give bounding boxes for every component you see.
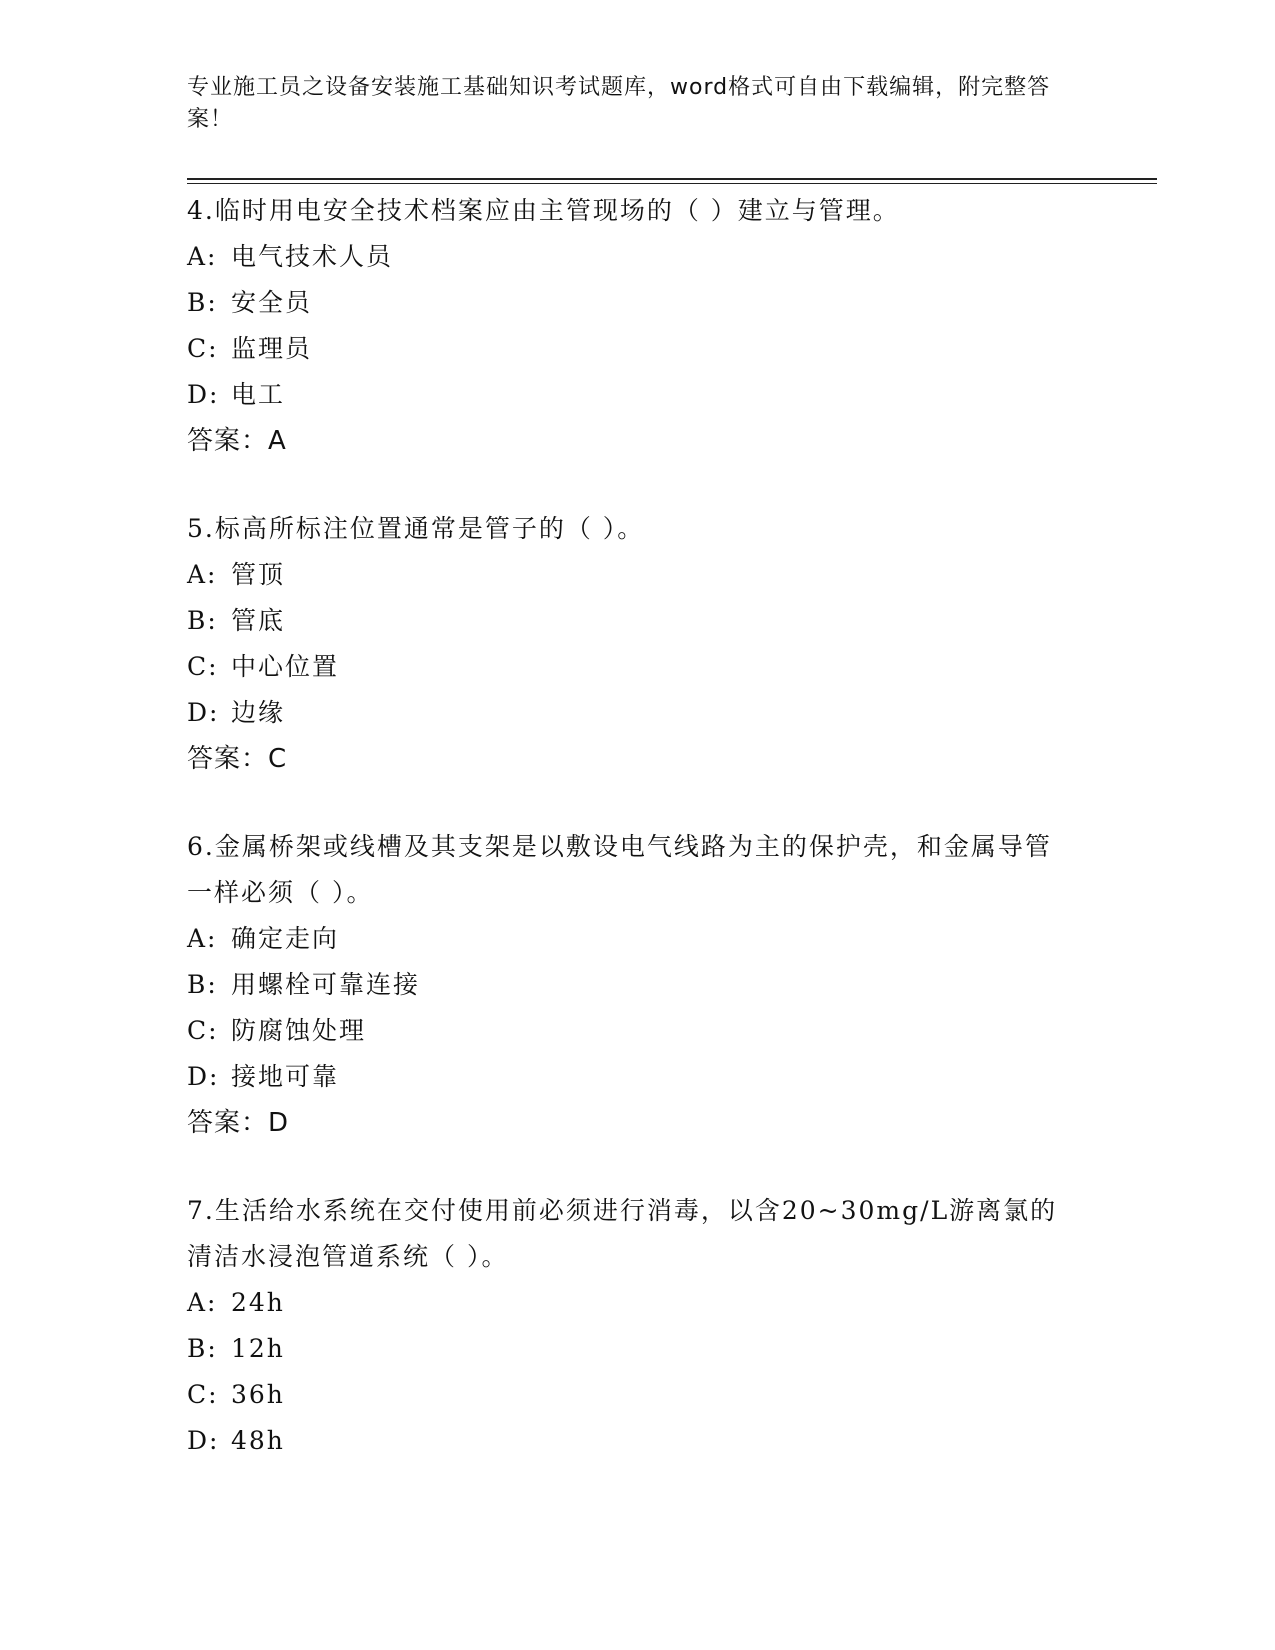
answer-line: 答案：C bbox=[187, 744, 288, 774]
option-letter: A: bbox=[187, 242, 218, 271]
option-text: 24h bbox=[231, 1288, 285, 1317]
question-text bbox=[187, 188, 1067, 234]
question-stem: 标高所标注位置通常是管子的（ ）。 bbox=[214, 514, 645, 543]
option-letter: B: bbox=[187, 288, 218, 317]
option-text: 电工 bbox=[231, 380, 286, 409]
option-text: 用螺栓可靠连接 bbox=[231, 970, 421, 999]
option-letter: B: bbox=[187, 970, 218, 999]
option-text: 36h bbox=[231, 1380, 285, 1409]
question-list bbox=[187, 188, 1157, 1506]
option-text: 48h bbox=[231, 1426, 285, 1455]
option-text: 12h bbox=[231, 1334, 285, 1363]
option-c bbox=[187, 326, 1157, 372]
option-letter: A: bbox=[187, 1288, 218, 1317]
option-text: 接地可靠 bbox=[231, 1062, 340, 1091]
option-text: 防腐蚀处理 bbox=[231, 1016, 367, 1045]
option-letter: A: bbox=[187, 560, 218, 589]
question-text bbox=[187, 1188, 1067, 1280]
answer-line: 答案：A bbox=[187, 426, 287, 456]
option-text: 电气技术人员 bbox=[231, 242, 394, 271]
question-number: 7. bbox=[187, 1196, 215, 1225]
option-letter: C: bbox=[187, 334, 219, 363]
option-letter: D: bbox=[187, 1426, 220, 1455]
question-text bbox=[187, 824, 1067, 916]
option-b bbox=[187, 598, 1157, 644]
option-d bbox=[187, 690, 1157, 736]
option-letter: C: bbox=[187, 1380, 219, 1409]
option-letter: D: bbox=[187, 698, 220, 727]
option-letter: C: bbox=[187, 1016, 219, 1045]
option-letter: B: bbox=[187, 606, 218, 635]
option-c bbox=[187, 1008, 1157, 1054]
option-text: 监理员 bbox=[231, 334, 313, 363]
header-divider-thick bbox=[187, 178, 1157, 180]
option-text: 管顶 bbox=[231, 560, 286, 589]
question-text bbox=[187, 506, 1067, 552]
document-page bbox=[187, 0, 1157, 1650]
question-6 bbox=[187, 824, 1157, 1146]
option-letter: C: bbox=[187, 652, 219, 681]
option-c bbox=[187, 644, 1157, 690]
option-letter: D: bbox=[187, 1062, 220, 1091]
question-number: 5. bbox=[187, 514, 215, 543]
option-a bbox=[187, 916, 1157, 962]
option-text: 边缘 bbox=[231, 698, 286, 727]
option-letter: A: bbox=[187, 924, 218, 953]
option-text: 安全员 bbox=[231, 288, 313, 317]
option-c bbox=[187, 1372, 1157, 1418]
option-letter: B: bbox=[187, 1334, 218, 1363]
option-b bbox=[187, 962, 1157, 1008]
option-letter: D: bbox=[187, 380, 220, 409]
option-text: 确定走向 bbox=[231, 924, 340, 953]
question-number: 6. bbox=[187, 832, 215, 861]
question-4 bbox=[187, 188, 1157, 464]
option-text: 管底 bbox=[231, 606, 286, 635]
option-a bbox=[187, 552, 1157, 598]
option-b bbox=[187, 1326, 1157, 1372]
question-stem: 金属桥架或线槽及其支架是以敷设电气线路为主的保护壳，和金属导管一样必须（ ）。 bbox=[187, 832, 1052, 907]
question-7 bbox=[187, 1188, 1157, 1464]
option-d bbox=[187, 372, 1157, 418]
option-d bbox=[187, 1418, 1157, 1464]
answer-line: 答案：D bbox=[187, 1108, 290, 1138]
question-5 bbox=[187, 506, 1157, 782]
question-stem: 临时用电安全技术档案应由主管现场的（ ）建立与管理。 bbox=[214, 196, 900, 225]
option-b bbox=[187, 280, 1157, 326]
header-divider-thin bbox=[187, 183, 1157, 184]
option-a bbox=[187, 1280, 1157, 1326]
option-a bbox=[187, 234, 1157, 280]
question-stem: 生活给水系统在交付使用前必须进行消毒，以含20~30mg/L游离氯的清洁水浸泡管道系统（ ）。 bbox=[187, 1196, 1058, 1271]
option-text: 中心位置 bbox=[231, 652, 340, 681]
option-d bbox=[187, 1054, 1157, 1100]
document-header: 专业施工员之设备安装施工基础知识考试题库，word格式可自由下载编辑，附完整答案！ bbox=[187, 75, 1051, 132]
question-number: 4. bbox=[187, 196, 215, 225]
